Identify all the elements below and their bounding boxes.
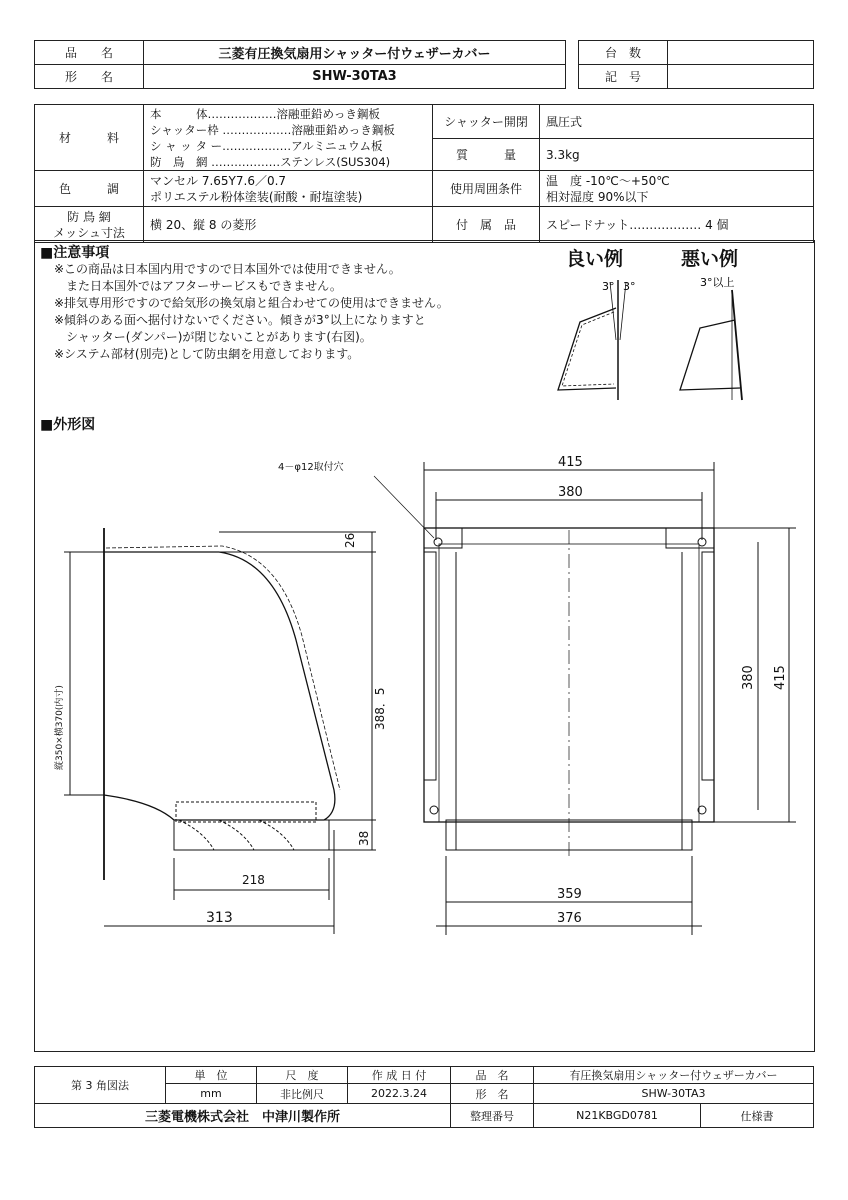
side-shutter-rect [176, 802, 316, 822]
dim-313: 313 [206, 910, 233, 926]
unit-value: mm [166, 1084, 257, 1104]
material-label: 材 料 [35, 105, 144, 171]
model-label: 形 名 [35, 65, 144, 89]
dim-376: 376 [557, 911, 582, 926]
ref-value: N21KBGD0781 [534, 1104, 701, 1128]
mark-label: 記 号 [579, 65, 668, 89]
mount-hole-icon [430, 806, 438, 814]
scale-value: 非比例尺 [257, 1084, 348, 1104]
date-value: 2022.3.24 [348, 1084, 451, 1104]
model-name: SHW-30TA3 [144, 65, 566, 89]
mount-hole-icon [434, 538, 442, 546]
title-block [34, 1066, 814, 1128]
bad-angle: 3°以上 [700, 276, 735, 289]
note-line: ※排気専用形ですので給気形の換気扇と組合わせての使用はできません。 [54, 296, 449, 310]
note-line: ※傾斜のある面へ据付けないでください。傾きが3°以上になりますと [54, 313, 426, 327]
footer-model-name: SHW-30TA3 [534, 1084, 814, 1104]
note-line: シャッター(ダンパー)が閉じないことがあります(右図)。 [54, 330, 372, 344]
dim-38: 38 [357, 830, 371, 846]
acc-label: 付 属 品 [433, 207, 540, 243]
footer-model-label: 形 名 [451, 1084, 534, 1104]
ref-label: 整理番号 [451, 1104, 534, 1128]
env-line: 温 度 -10℃～+50℃ [546, 173, 670, 188]
date-label: 作 成 日 付 [348, 1067, 451, 1084]
outline-heading: ■外形図 [40, 417, 96, 433]
bad-wall-line [732, 290, 742, 400]
outline-drawing [34, 440, 813, 1000]
mass-label: 質 量 [433, 139, 540, 171]
material-line: シ ャ ッ タ ー………………アルミニュウム板 [150, 138, 383, 153]
color-line: ポリエステル粉体塗装(耐酸・耐塩塗装) [150, 189, 363, 204]
shutter-label: シャッター開閉 [433, 105, 540, 139]
front-corner-tab [666, 528, 714, 548]
dim-380-side: 380 [741, 665, 756, 690]
env-label: 使用周囲条件 [433, 171, 540, 207]
footer-product-label: 品 名 [451, 1067, 534, 1084]
color-cell [144, 171, 433, 207]
shutter-value: 風圧式 [540, 105, 814, 139]
note-line: ※システム部材(別売)として防虫網を用意しております。 [54, 347, 360, 361]
material-cell [144, 105, 433, 171]
mass-value: 3.3kg [540, 139, 814, 171]
mesh-label-line: メッシュ寸法 [53, 225, 125, 240]
projection: 第 3 角図法 [35, 1067, 166, 1104]
env-cell [540, 171, 814, 207]
side-hood-inner [106, 546, 340, 790]
color-label: 色 調 [35, 171, 144, 207]
front-corner-tab [424, 528, 462, 548]
env-line: 相対湿度 90%以下 [546, 189, 649, 204]
company: 三菱電機株式会社 中津川製作所 [35, 1104, 451, 1128]
mesh-label-line: 防 鳥 網 [67, 209, 111, 224]
dim-218: 218 [242, 873, 265, 887]
material-line: 防 鳥 網 ………………ステンレス(SUS304) [150, 154, 391, 169]
product-name: 三菱有圧換気扇用シャッター付ウェザーカバー [144, 41, 566, 65]
material-line: 本 体………………溶融亜鉛めっき鋼板 [150, 106, 380, 121]
note-line: ※この商品は日本国内用ですので日本国外では使用できません。 [54, 262, 401, 276]
notes-heading: ■注意事項 [40, 245, 110, 261]
unit-label: 単 位 [166, 1067, 257, 1084]
good-example-label: 良い例 [566, 248, 624, 270]
good-hood-outline [562, 312, 614, 386]
good-angle-left: 3° [602, 280, 615, 293]
dim-415-side: 415 [773, 665, 788, 690]
spec-table [34, 104, 814, 243]
scale-label: 尺 度 [257, 1067, 348, 1084]
color-line: マンセル 7.65Y7.6／0.7 [150, 173, 287, 188]
good-hood-shape [558, 308, 616, 390]
mark-value [668, 65, 814, 89]
bad-hood-shape [680, 320, 740, 390]
material-line: シャッター枠 ………………溶融亜鉛めっき鋼板 [150, 122, 395, 137]
qty-value [668, 41, 814, 65]
bad-example-label: 悪い例 [681, 248, 739, 270]
hole-leader-line [374, 476, 434, 538]
acc-value: スピードナット……………… 4 個 [540, 207, 814, 243]
note-line: また日本国外ではアフターサービスもできません。 [54, 279, 342, 293]
mesh-label [35, 207, 144, 243]
dim-26: 26 [343, 532, 357, 548]
notes-list [54, 261, 449, 363]
qty-label: 台 数 [579, 41, 668, 65]
side-shutter-blades [179, 820, 294, 850]
footer-product-name: 有圧換気扇用シャッター付ウェザーカバー [534, 1067, 814, 1084]
hole-note: 4－φ12取付穴 [278, 462, 344, 473]
dim-380-top: 380 [558, 485, 583, 500]
mesh-value: 横 20、縦 8 の菱形 [144, 207, 433, 243]
dim-359: 359 [557, 887, 582, 902]
side-hood-outline [104, 552, 335, 820]
side-inner-dim: 縦350×横370(内寸) [55, 685, 65, 770]
install-example-diagram [540, 270, 760, 410]
dim-415-top: 415 [558, 455, 583, 470]
dim-388: 388．5 [373, 687, 387, 730]
good-angle-right: 3° [623, 280, 636, 293]
header-table [34, 40, 566, 89]
qty-table [578, 40, 814, 89]
product-label: 品 名 [35, 41, 144, 65]
doc-type: 仕様書 [701, 1104, 814, 1128]
